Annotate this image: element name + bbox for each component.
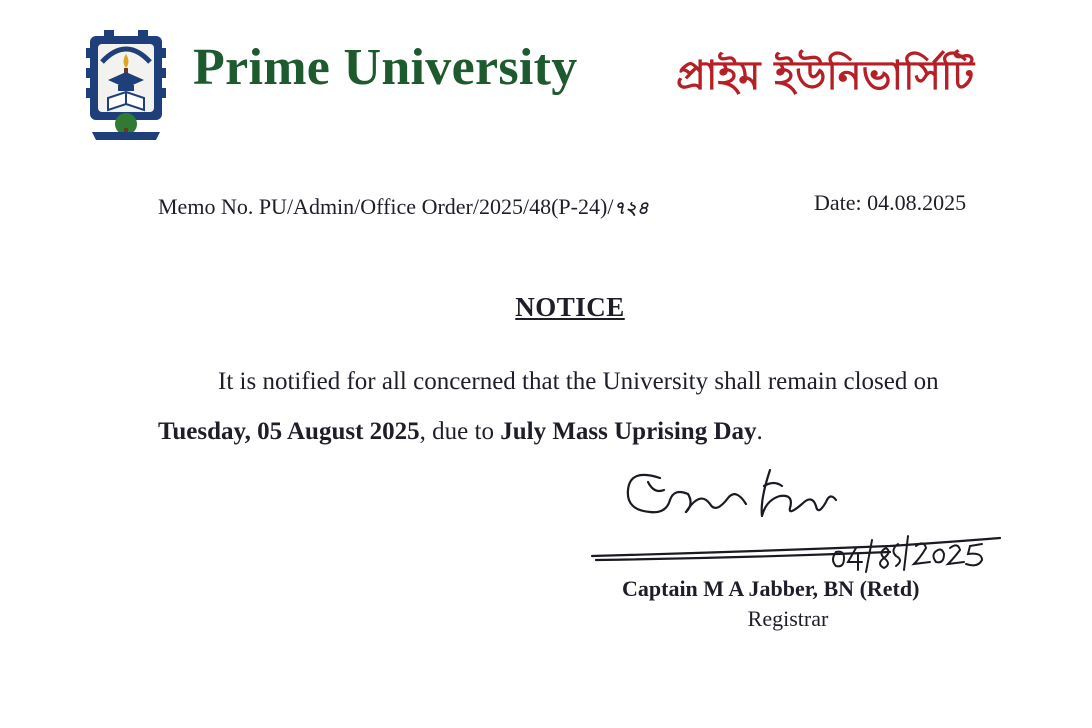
university-name-bangla: প্রাইম ইউনিভার্সিটি	[676, 53, 975, 99]
closure-date: Tuesday, 05 August 2025	[158, 418, 420, 445]
university-name-english: Prime University	[193, 39, 578, 96]
notice-body-line-2	[158, 418, 763, 446]
memo-number	[158, 194, 649, 225]
memo-date: Date: 04.08.2025	[814, 190, 967, 215]
notice-title: NOTICE	[515, 292, 625, 322]
signer-title: Registrar	[747, 606, 829, 631]
signer-name: Captain M A Jabber, BN (Retd)	[622, 576, 920, 601]
university-crest-icon	[86, 28, 166, 144]
notice-connector: , due to	[419, 418, 501, 445]
memo-handwritten-number: ৭২৪	[613, 198, 649, 219]
notice-end: .	[756, 418, 763, 445]
registrar-signature	[590, 460, 1010, 580]
memo-prefix: Memo No. PU/Admin/Office Order/2025/48(P-24)/	[158, 194, 614, 219]
closure-reason: July Mass Uprising Day	[500, 418, 757, 445]
notice-body-line-1: It is notified for all concerned that the University shall remain closed on	[218, 368, 939, 395]
